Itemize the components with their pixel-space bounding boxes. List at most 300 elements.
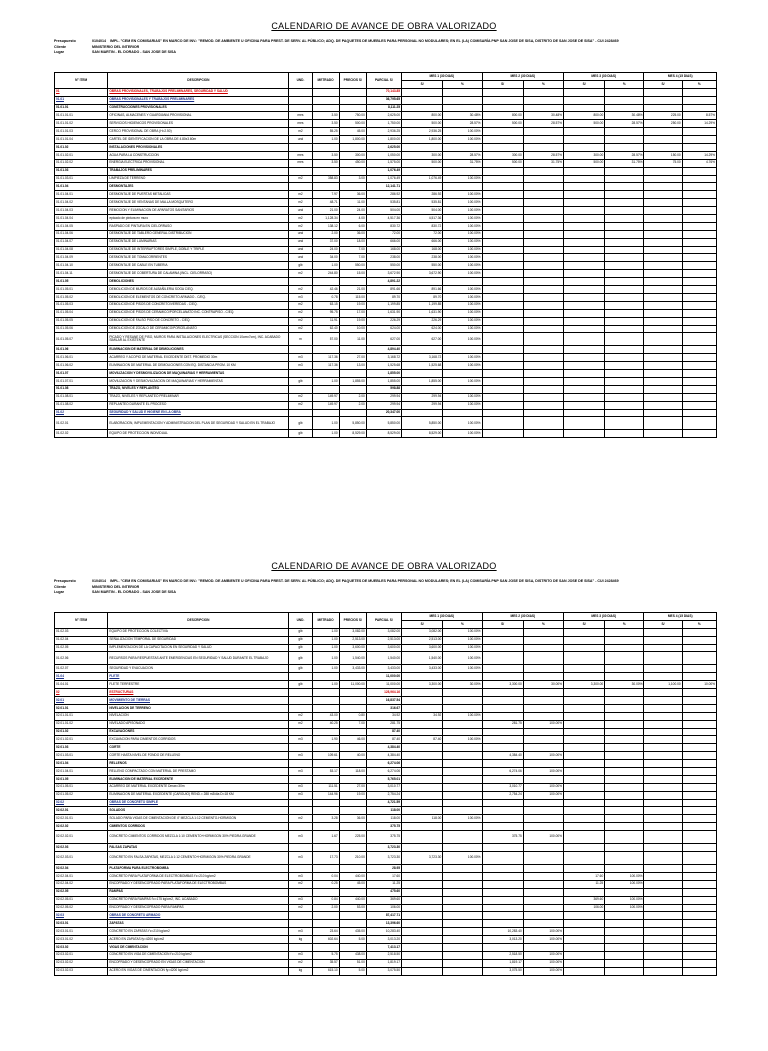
month-2-pct-cell (523, 393, 563, 401)
month-2-pct-cell (523, 888, 563, 896)
partial-cell: 286.92 (366, 191, 401, 199)
month-4-pct-cell (682, 346, 716, 354)
partial-cell: 36,795.65 (366, 96, 401, 104)
table-row (55, 317, 717, 325)
partial-cell: 11,000.00 (366, 681, 401, 689)
unit-cell: m2 (289, 959, 312, 967)
metrado-cell: 17.73 (312, 852, 339, 865)
unit-cell (289, 799, 312, 807)
month-1-amount-cell: 299.94 (402, 393, 443, 401)
table-row (55, 230, 717, 238)
month-4-pct-cell (682, 104, 716, 112)
month-4-amount-cell (644, 377, 682, 385)
month-2-amount-header: S/ (482, 80, 523, 88)
metrado-cell: 1.00 (312, 681, 339, 689)
unit-cell (289, 807, 312, 815)
price-cell (339, 807, 366, 815)
metrado-cell (312, 728, 339, 736)
partial-cell: 1,855.00 (366, 370, 401, 378)
item-code-cell: 02.01.02.01 (55, 736, 108, 744)
month-4-amount-cell (644, 823, 682, 831)
month-2-pct-cell: 100.00% (523, 936, 563, 944)
price-cell: 3,082.00 (339, 628, 366, 636)
metrado-cell (312, 799, 339, 807)
month-3-pct-cell: 28.57% (605, 120, 644, 128)
month-3-pct-cell (605, 128, 644, 136)
month-2-amount-cell (482, 652, 523, 665)
item-code-cell: 01.02.07 (55, 665, 108, 673)
unit-cell: m3 (289, 736, 312, 744)
month-4-amount-cell (644, 665, 682, 673)
month-3-pct-cell (605, 760, 644, 768)
month-3-amount-cell (563, 768, 604, 776)
schedule-body (55, 628, 717, 975)
description-cell: ACERO EN ZAPATAS fy=4200 kg/cm2 (108, 936, 289, 944)
month-4-amount-cell (644, 904, 682, 912)
month-3-pct-cell (605, 712, 644, 720)
month-4-amount-cell (644, 175, 682, 183)
metrado-cell: 5.75 (312, 951, 339, 959)
description-cell: ACARREO DE MATERIAL EXCEDENTE Dmax=30m (108, 783, 289, 791)
month-1-pct-cell (443, 928, 482, 936)
month-4-amount-cell (644, 278, 682, 286)
unit-cell (289, 96, 312, 104)
price-cell: 8,529.00 (339, 430, 366, 438)
month-1-pct-cell (443, 880, 482, 888)
month-3-amount-cell (563, 951, 604, 959)
table-row (55, 278, 717, 286)
month-2-amount-cell: 3,300.00 (482, 681, 523, 689)
month-2-amount-cell: 1,819.17 (482, 959, 523, 967)
item-code-cell: 01.01.02.02 (55, 159, 108, 167)
metrado-cell: 7.97 (312, 191, 339, 199)
table-row (55, 744, 717, 752)
item-code-cell: 02.01.05.01 (55, 783, 108, 791)
item-code-cell: 02.01.01.01 (55, 712, 108, 720)
price-cell: 450.00 (339, 159, 366, 167)
metrado-cell: 1.00 (312, 377, 339, 385)
metrado-cell: 2.00 (312, 230, 339, 238)
item-code-cell: 02.01.01 (55, 704, 108, 712)
month-4-amount-cell (644, 293, 682, 301)
price-cell (339, 865, 366, 873)
month-3-amount-cell (563, 377, 604, 385)
month-4-pct-cell (682, 393, 716, 401)
month-2-pct-cell (523, 104, 563, 112)
description-cell: DESMONTAJE DE PUERTAS METALICAS (108, 191, 289, 199)
month-2-amount-cell (482, 844, 523, 852)
month-1-amount-cell: 5,850.00 (402, 417, 443, 430)
month-4-amount-cell (644, 191, 682, 199)
month-2-amount-cell (482, 144, 523, 152)
price-cell (339, 760, 366, 768)
table-row (55, 736, 717, 744)
partial-cell: 3,075.50 (366, 967, 401, 975)
month-4-pct-cell (682, 888, 716, 896)
month-4-pct-cell (682, 665, 716, 673)
unit-cell: m2 (289, 712, 312, 720)
unit-cell: m3 (289, 928, 312, 936)
month-4-amount-cell (644, 865, 682, 873)
page-2 (0, 556, 768, 1051)
month-3-amount-cell (563, 967, 604, 975)
item-code-cell: 01.01.06.01 (55, 354, 108, 362)
unit-cell (289, 278, 312, 286)
month-2-amount-cell: 2,518.50 (482, 951, 523, 959)
metrado-cell: 1.00 (312, 644, 339, 652)
month-4-pct-cell (682, 409, 716, 417)
month-3-pct-cell (605, 852, 644, 865)
month-1-amount-cell (402, 278, 443, 286)
month-2-pct-header: % (523, 80, 563, 88)
price-cell: 45.00 (339, 128, 366, 136)
month-1-pct-cell: 100.00% (443, 430, 482, 438)
description-cell: ELIMINACION DE MATERIAL EXCEDENTE (108, 775, 289, 783)
month-3-amount-cell (563, 354, 604, 362)
description-cell: DESMONTAJE DE TOMACORRIENTES (108, 254, 289, 262)
month-3-pct-cell (605, 744, 644, 752)
unit-cell: glb (289, 417, 312, 430)
month-3-amount-cell (563, 144, 604, 152)
unit-cell: glb (289, 628, 312, 636)
item-code-cell: 01.04.01 (55, 681, 108, 689)
month-1-pct-cell (443, 167, 482, 175)
month-4-pct-cell (682, 317, 716, 325)
month-2-amount-cell (482, 636, 523, 644)
partial-cell: 627.00 (366, 333, 401, 346)
metrado-cell: 2.00 (312, 904, 339, 912)
month-1-amount-cell (402, 951, 443, 959)
month-1-pct-cell (443, 967, 482, 975)
month-2-amount-cell (482, 417, 523, 430)
month-3-pct-cell (605, 317, 644, 325)
month-2-amount-cell (482, 370, 523, 378)
item-code-cell: 02.02.02 (55, 823, 108, 831)
month-2-header: MES 2 (30 DIAS) (482, 613, 563, 621)
item-code-cell: 01.01.04 (55, 183, 108, 191)
month-4-amount-cell: 250.00 (644, 120, 682, 128)
month-2-amount-cell (482, 199, 523, 207)
unit-cell (289, 888, 312, 896)
item-code-cell: 01.01.04.07 (55, 238, 108, 246)
month-3-pct-cell (605, 230, 644, 238)
table-row (55, 768, 717, 776)
item-code-cell: 02.02.04.01 (55, 872, 108, 880)
month-2-pct-cell: 100.00% (523, 768, 563, 776)
partial-cell: 6,274.06 (366, 768, 401, 776)
item-code-cell: 02.02 (55, 799, 108, 807)
month-4-pct-cell (682, 736, 716, 744)
month-1-amount-cell: 500.00 (402, 159, 443, 167)
month-2-amount-cell (482, 191, 523, 199)
unit-cell (289, 385, 312, 393)
month-2-amount-cell (482, 744, 523, 752)
month-1-amount-cell: 666.00 (402, 238, 443, 246)
unit-cell (289, 689, 312, 697)
month-3-pct-cell (605, 136, 644, 144)
month-2-pct-cell (523, 760, 563, 768)
month-1-pct-cell: 100.00% (443, 207, 482, 215)
month-3-amount-cell (563, 317, 604, 325)
partial-cell: 28.95 (366, 865, 401, 873)
table-row (55, 370, 717, 378)
partial-cell: 475.60 (366, 888, 401, 896)
month-3-amount-cell (563, 865, 604, 873)
table-row (55, 167, 717, 175)
month-4-amount-cell (644, 697, 682, 705)
month-1-amount-cell (402, 744, 443, 752)
month-4-pct-cell (682, 377, 716, 385)
price-cell: 19.00 (339, 791, 366, 799)
price-cell: 11,000.00 (339, 681, 366, 689)
month-2-amount-cell (482, 246, 523, 254)
price-cell: 1,540.00 (339, 652, 366, 665)
month-2-amount-cell (482, 238, 523, 246)
month-2-amount-cell (482, 346, 523, 354)
description-cell: TRAZO, NIVELES Y REPLANTEO (108, 385, 289, 393)
month-4-amount-cell (644, 951, 682, 959)
month-2-pct-cell (523, 88, 563, 96)
metrado-cell: 1.00 (312, 417, 339, 430)
item-code-cell: 02.03 (55, 912, 108, 920)
month-1-amount-cell: 1,540.00 (402, 652, 443, 665)
unit-cell (289, 346, 312, 354)
month-2-amount-cell (482, 270, 523, 278)
partial-cell: 891.66 (366, 286, 401, 294)
month-4-pct-cell (682, 128, 716, 136)
partial-cell: 1,199.85 (366, 301, 401, 309)
table-row (55, 393, 717, 401)
month-3-amount-cell (563, 430, 604, 438)
month-3-pct-cell (605, 270, 644, 278)
table-row (55, 665, 717, 673)
month-4-pct-cell: 14.29% (682, 120, 716, 128)
item-code-cell: 01.01.04.01 (55, 191, 108, 199)
month-3-pct-cell (605, 238, 644, 246)
table-row (55, 301, 717, 309)
month-2-pct-cell (523, 807, 563, 815)
table-row (55, 346, 717, 354)
metrado-cell (312, 385, 339, 393)
month-3-amount-cell: 17.60 (563, 872, 604, 880)
month-1-pct-cell: 30.48% (443, 112, 482, 120)
client-value: MINISTERIO DEL INTERIOR (92, 45, 140, 50)
month-4-amount-cell (644, 417, 682, 430)
table-row (55, 362, 717, 370)
month-3-amount-cell (563, 88, 604, 96)
month-4-pct-cell (682, 215, 716, 223)
month-1-pct-cell (443, 346, 482, 354)
unit-cell: und (289, 246, 312, 254)
partial-cell: 5,765.01 (366, 775, 401, 783)
month-4-amount-cell (644, 362, 682, 370)
month-4-amount-cell (644, 301, 682, 309)
col-unit-header: UND. (289, 613, 312, 629)
month-3-pct-cell (605, 309, 644, 317)
month-1-pct-cell (443, 385, 482, 393)
month-3-amount-cell (563, 807, 604, 815)
item-code-cell: 01.02 (55, 409, 108, 417)
price-cell (339, 704, 366, 712)
budget-label: Presupuesto (54, 579, 76, 583)
month-3-amount-cell: 300.00 (563, 151, 604, 159)
month-3-pct-cell (605, 799, 644, 807)
month-1-amount-cell: 2,936.25 (402, 128, 443, 136)
month-1-amount-cell (402, 888, 443, 896)
month-4-amount-cell (644, 167, 682, 175)
month-1-amount-cell: 3,600.00 (402, 644, 443, 652)
month-1-pct-cell (443, 409, 482, 417)
page-1 (0, 16, 768, 511)
description-cell: VIGAS DE CIMENTACION (108, 943, 289, 951)
month-4-amount-cell (644, 728, 682, 736)
month-2-amount-cell (482, 401, 523, 409)
item-code-cell: 02.01.03.01 (55, 752, 108, 760)
table-row (55, 112, 717, 120)
price-cell: 11.00 (339, 333, 366, 346)
price-cell: 36.00 (339, 191, 366, 199)
metrado-cell (312, 278, 339, 286)
month-1-pct-cell: 100.00% (443, 230, 482, 238)
month-3-pct-cell (605, 920, 644, 928)
month-3-pct-cell (605, 652, 644, 665)
month-3-amount-cell (563, 222, 604, 230)
month-1-pct-cell (443, 920, 482, 928)
month-3-pct-cell (605, 393, 644, 401)
unit-cell: m3 (289, 768, 312, 776)
col-price-header: PRECIOS S/ (339, 613, 366, 629)
month-2-pct-cell (523, 943, 563, 951)
metrado-cell (312, 183, 339, 191)
item-code-cell: 01.01.04.09 (55, 254, 108, 262)
partial-cell: 8,111.25 (366, 104, 401, 112)
month-2-pct-cell (523, 230, 563, 238)
month-4-pct-cell (682, 689, 716, 697)
item-code-cell: 01.02.05 (55, 644, 108, 652)
description-cell: FLETE (108, 673, 289, 681)
month-2-pct-cell (523, 644, 563, 652)
item-code-cell: 01.01.05.07 (55, 333, 108, 346)
month-3-amount-cell (563, 936, 604, 944)
document-meta (54, 39, 724, 54)
price-cell: 7.00 (339, 720, 366, 728)
partial-cell: 3,013.20 (366, 936, 401, 944)
month-2-amount-cell (482, 309, 523, 317)
month-3-pct-cell (605, 262, 644, 270)
table-row (55, 430, 717, 438)
month-2-pct-cell (523, 215, 563, 223)
month-1-pct-cell: 100.00% (443, 736, 482, 744)
month-3-amount-cell (563, 254, 604, 262)
month-3-pct-cell: 100.00% (605, 880, 644, 888)
partial-cell: 12,141.71 (366, 183, 401, 191)
table-row (55, 943, 717, 951)
month-3-amount-cell (563, 959, 604, 967)
table-row (55, 636, 717, 644)
description-cell: SOLADOS (108, 807, 289, 815)
month-2-pct-cell (523, 417, 563, 430)
metrado-cell: 40.25 (312, 720, 339, 728)
price-cell (339, 775, 366, 783)
month-3-pct-cell (605, 704, 644, 712)
month-3-pct-cell (605, 673, 644, 681)
month-2-amount-cell (482, 904, 523, 912)
month-1-amount-cell (402, 760, 443, 768)
month-1-amount-cell (402, 370, 443, 378)
table-row (55, 720, 717, 728)
item-code-cell: 02.03.02 (55, 943, 108, 951)
month-4-pct-cell (682, 951, 716, 959)
month-2-amount-cell (482, 912, 523, 920)
description-cell: DEMOLICION DE PISOS DE CONCRETO/VEREDAS - C/EQ. (108, 301, 289, 309)
metrado-cell (312, 88, 339, 96)
month-3-pct-cell (605, 936, 644, 944)
metrado-cell: 1.00 (312, 136, 339, 144)
table-row (55, 831, 717, 844)
item-code-cell: 01.01.04.03 (55, 207, 108, 215)
month-2-amount-cell (482, 628, 523, 636)
month-1-pct-cell: 100.00% (443, 136, 482, 144)
partial-cell: 34.92 (366, 712, 401, 720)
price-cell: 6.00 (339, 222, 366, 230)
month-4-pct-cell (682, 222, 716, 230)
price-cell (339, 744, 366, 752)
description-cell: CIMIENTOS CORRIDOS (108, 823, 289, 831)
table-row (55, 880, 717, 888)
month-2-amount-cell (482, 230, 523, 238)
month-2-amount-cell: 10,283.40 (482, 928, 523, 936)
month-1-amount-cell (402, 409, 443, 417)
month-4-amount-cell: 225.00 (644, 112, 682, 120)
metrado-cell: 48.71 (312, 199, 339, 207)
price-cell: 17.00 (339, 309, 366, 317)
month-3-pct-cell (605, 689, 644, 697)
table-row (55, 823, 717, 831)
month-4-amount-cell (644, 888, 682, 896)
month-4-amount-cell (644, 852, 682, 865)
table-row (55, 199, 717, 207)
price-cell (339, 167, 366, 175)
table-row (55, 128, 717, 136)
table-row (55, 815, 717, 823)
unit-cell (289, 697, 312, 705)
month-4-amount-cell (644, 920, 682, 928)
month-2-pct-cell (523, 362, 563, 370)
month-4-pct-cell (682, 904, 716, 912)
month-1-pct-cell: 28.57% (443, 120, 482, 128)
month-2-pct-cell (523, 652, 563, 665)
partial-cell: 4,517.36 (366, 215, 401, 223)
metrado-cell (312, 823, 339, 831)
month-3-amount-cell (563, 215, 604, 223)
month-1-amount-header: S/ (402, 620, 443, 628)
month-4-amount-cell (644, 720, 682, 728)
unit-cell: m3 (289, 852, 312, 865)
partial-cell: 2,936.25 (366, 128, 401, 136)
month-3-pct-cell (605, 191, 644, 199)
item-code-cell: 01.01.05 (55, 278, 108, 286)
partial-cell: 830.72 (366, 222, 401, 230)
unit-cell: und (289, 230, 312, 238)
month-2-pct-cell (523, 354, 563, 362)
month-1-pct-cell (443, 943, 482, 951)
unit-cell (289, 943, 312, 951)
month-4-amount-cell (644, 246, 682, 254)
table-row (55, 254, 717, 262)
month-3-pct-cell (605, 728, 644, 736)
partial-cell: 1,525.68 (366, 362, 401, 370)
month-2-pct-cell: 100.00% (523, 831, 563, 844)
